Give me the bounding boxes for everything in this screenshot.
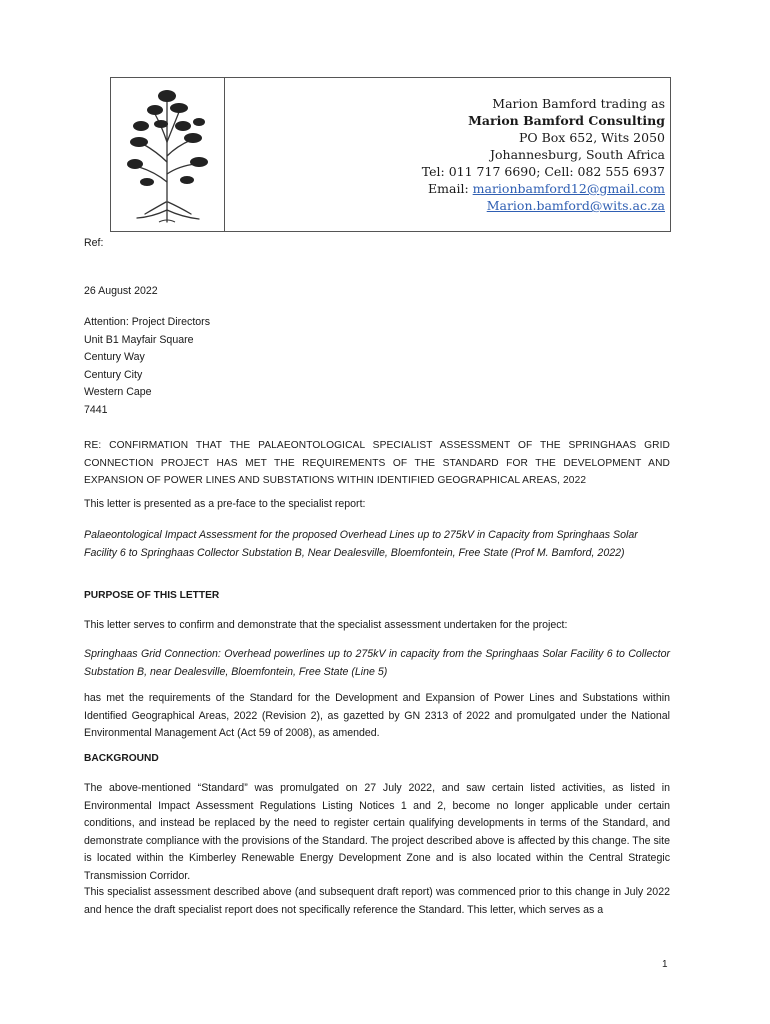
address-line: Century Way bbox=[84, 351, 145, 363]
background-heading: BACKGROUND bbox=[84, 753, 159, 764]
address-line: 7441 bbox=[84, 403, 108, 416]
tree-logo-icon bbox=[117, 82, 217, 228]
re-subject: RE: CONFIRMATION THAT THE PALAEONTOLOGICAL SPECIALIST ASSESSMENT OF THE SPRINGHAAS GRID CONNECTION PROJECT HAS MET THE REQUIREMENTS OF THE STANDARD FOR THE DEVELOPMENT AND EXPANSION OF POWER LINES AND SUBSTATIONS WITHIN IDENTIFIED GEOGRAPHICAL AREAS, 2022 bbox=[84, 440, 670, 486]
address-line: Unit B1 Mayfair Square bbox=[84, 333, 194, 346]
preface-intro: This letter is presented as a pre-face to the specialist report: bbox=[84, 498, 366, 510]
background-paragraph-2: This specialist assessment described above (and subsequent draft report) was commenced prior to this change in July 2022 and hence the draft specialist report does not specifically reference the Standard. This letter, which serves as a bbox=[84, 886, 670, 916]
address-line: Western Cape bbox=[84, 386, 152, 398]
ref-label: Ref: bbox=[84, 237, 104, 249]
letter-date: 26 August 2022 bbox=[84, 285, 158, 297]
po-box: PO Box 652, Wits 2050 bbox=[518, 130, 665, 145]
letterhead-contact bbox=[422, 95, 665, 214]
phone-line: Tel: 011 717 6690; Cell: 082 555 6937 bbox=[421, 164, 665, 179]
purpose-intro: This letter serves to confirm and demonstrate that the specialist assessment undertaken for the project: bbox=[84, 619, 568, 631]
letterhead-divider bbox=[224, 78, 225, 231]
background-paragraph-1: The above-mentioned “Standard” was promulgated on 27 July 2022, and saw certain listed activities, as listed in Environmental Impact Assessment Regulations Listing Notices 1 and 2, become no longer applicable under certain conditions, and instead be replaced by the need to register certain qualifying developments in terms of the Standard, and demonstrate compliance with the provisions of the Standard. The project described above is affected by this change. The site is located within the Kimberley Renewable Energy Development Zone and is also located within the Central Strategic Transmission Corridor. bbox=[84, 782, 670, 882]
purpose-body: has met the requirements of the Standard for the Development and Expansion of Power Lines and Substations within Identified Geographical Areas, 2022 (Revision 2), as gazetted by GN 2313 of 2022 and promulgated under the National Environmental Management Act (Act 59 of 2008), as amended. bbox=[84, 692, 670, 739]
trading-as-line: Marion Bamford trading as bbox=[492, 96, 665, 111]
address-line: Attention: Project Directors bbox=[84, 316, 210, 328]
company-name: Marion Bamford Consulting bbox=[468, 113, 665, 128]
page-number: 1 bbox=[662, 959, 668, 970]
city-line: Johannesburg, South Africa bbox=[490, 147, 665, 162]
email-line-2 bbox=[422, 197, 665, 214]
email-label: Email: bbox=[428, 181, 473, 196]
project-title: Springhaas Grid Connection: Overhead powerlines up to 275kV in capacity from the Springhaas Solar Facility 6 to Collector Substation B, near Dealesville, Bloemfontein, Free State (Line 5) bbox=[84, 648, 670, 678]
letterhead bbox=[110, 77, 671, 232]
email-link-2[interactable]: Marion.bamford@wits.ac.za bbox=[486, 198, 665, 213]
email-link-1[interactable]: marionbamford12@gmail.com bbox=[472, 181, 665, 196]
report-title: Palaeontological Impact Assessment for the proposed Overhead Lines up to 275kV in Capacity from Springhaas Solar Facility 6 to Springhaas Collector Substation B, Near Dealesville, Bloemfontein, Free State (Prof M. Bamford, 2022) bbox=[84, 529, 638, 559]
recipient-address bbox=[84, 314, 670, 419]
purpose-heading: PURPOSE OF THIS LETTER bbox=[84, 590, 220, 601]
address-line: Century City bbox=[84, 368, 143, 381]
email-line bbox=[422, 180, 665, 197]
